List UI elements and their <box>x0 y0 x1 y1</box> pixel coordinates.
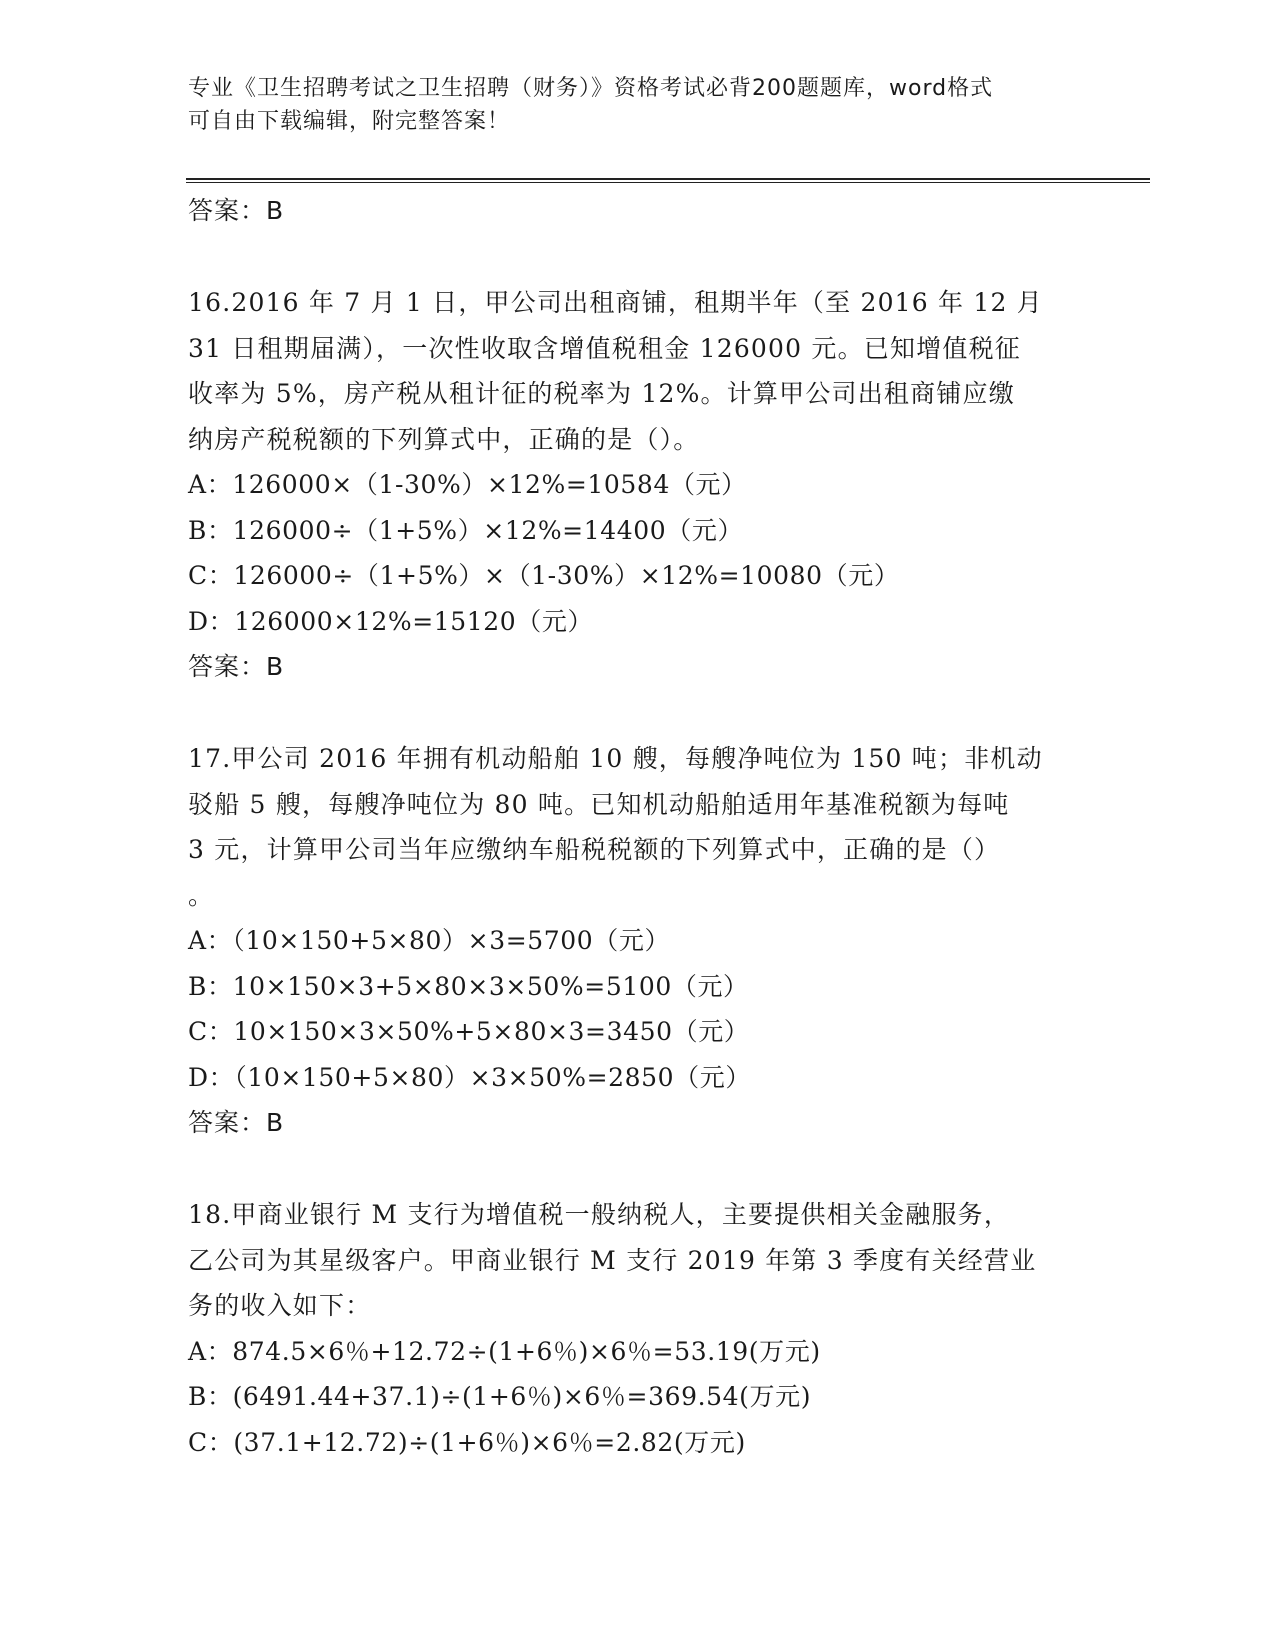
question-stem-line: 17.甲公司 2016 年拥有机动船舶 10 艘，每艘净吨位为 150 吨；非机动 <box>188 744 1043 773</box>
question-17 <box>188 736 1088 1146</box>
question-stem-line: 纳房产税税额的下列算式中，正确的是（）。 <box>188 424 700 454</box>
option-b: B：10×150×3+5×80×3×50%=5100（元） <box>188 971 749 1001</box>
option-d: D：（10×150+5×80）×3×50%=2850（元） <box>188 1062 751 1092</box>
answer-label: 答案：B <box>188 1108 285 1137</box>
answer-label: 答案：B <box>188 652 285 681</box>
question-16 <box>188 280 1088 690</box>
header-divider-thin <box>186 182 1150 183</box>
option-a: A：874.5×6％+12.72÷(1+6％)×6％=53.19(万元) <box>188 1336 821 1366</box>
option-c: C：(37.1+12.72)÷(1+6％)×6％=2.82(万元) <box>188 1427 746 1457</box>
question-stem-line: 16.2016 年 7 月 1 日，甲公司出租商铺，租期半年（至 2016 年 12 月 <box>188 288 1043 317</box>
answer-label: 答案：B <box>188 196 285 225</box>
question-stem-line: 。 <box>188 880 214 910</box>
question-stem-line: 31 日租期届满），一次性收取含增值税租金 126000 元。已知增值税征 <box>188 333 1021 363</box>
option-b: B：(6491.44+37.1)÷(1+6％)×6％=369.54(万元) <box>188 1382 812 1411</box>
option-d: D：126000×12%=15120（元） <box>188 606 594 636</box>
document-body <box>188 188 1088 1465</box>
header-divider <box>186 178 1150 180</box>
option-b: B：126000÷（1+5%）×12%=14400（元） <box>188 515 744 545</box>
option-c: C：10×150×3×50%+5×80×3=3450（元） <box>188 1017 750 1046</box>
page-header <box>188 72 1088 138</box>
question-18 <box>188 1192 1088 1465</box>
question-stem-line: 务的收入如下： <box>188 1291 372 1320</box>
option-a: A：（10×150+5×80）×3=5700（元） <box>188 926 671 955</box>
question-stem-line: 驳船 5 艘，每艘净吨位为 80 吨。已知机动船舶适用年基准税额为每吨 <box>188 789 1010 819</box>
question-stem-line: 乙公司为其星级客户。甲商业银行 M 支行 2019 年第 3 季度有关经营业 <box>188 1245 1037 1275</box>
option-a: A：126000×（1-30%）×12%=10584（元） <box>188 470 747 499</box>
option-c: C：126000÷（1+5%）×（1-30%）×12%=10080（元） <box>188 561 900 590</box>
question-stem-line: 18.甲商业银行 M 支行为增值税一般纳税人，主要提供相关金融服务， <box>188 1200 1011 1229</box>
question-stem-line: 3 元，计算甲公司当年应缴纳车船税税额的下列算式中，正确的是（） <box>188 835 1001 864</box>
question-stem-line: 收率为 5%，房产税从租计征的税率为 12%。计算甲公司出租商铺应缴 <box>188 379 1015 408</box>
header-line-2: 可自由下载编辑，附完整答案！ <box>188 109 511 134</box>
header-line-1: 专业《卫生招聘考试之卫生招聘（财务）》资格考试必背200题题库，word格式 <box>188 76 994 101</box>
